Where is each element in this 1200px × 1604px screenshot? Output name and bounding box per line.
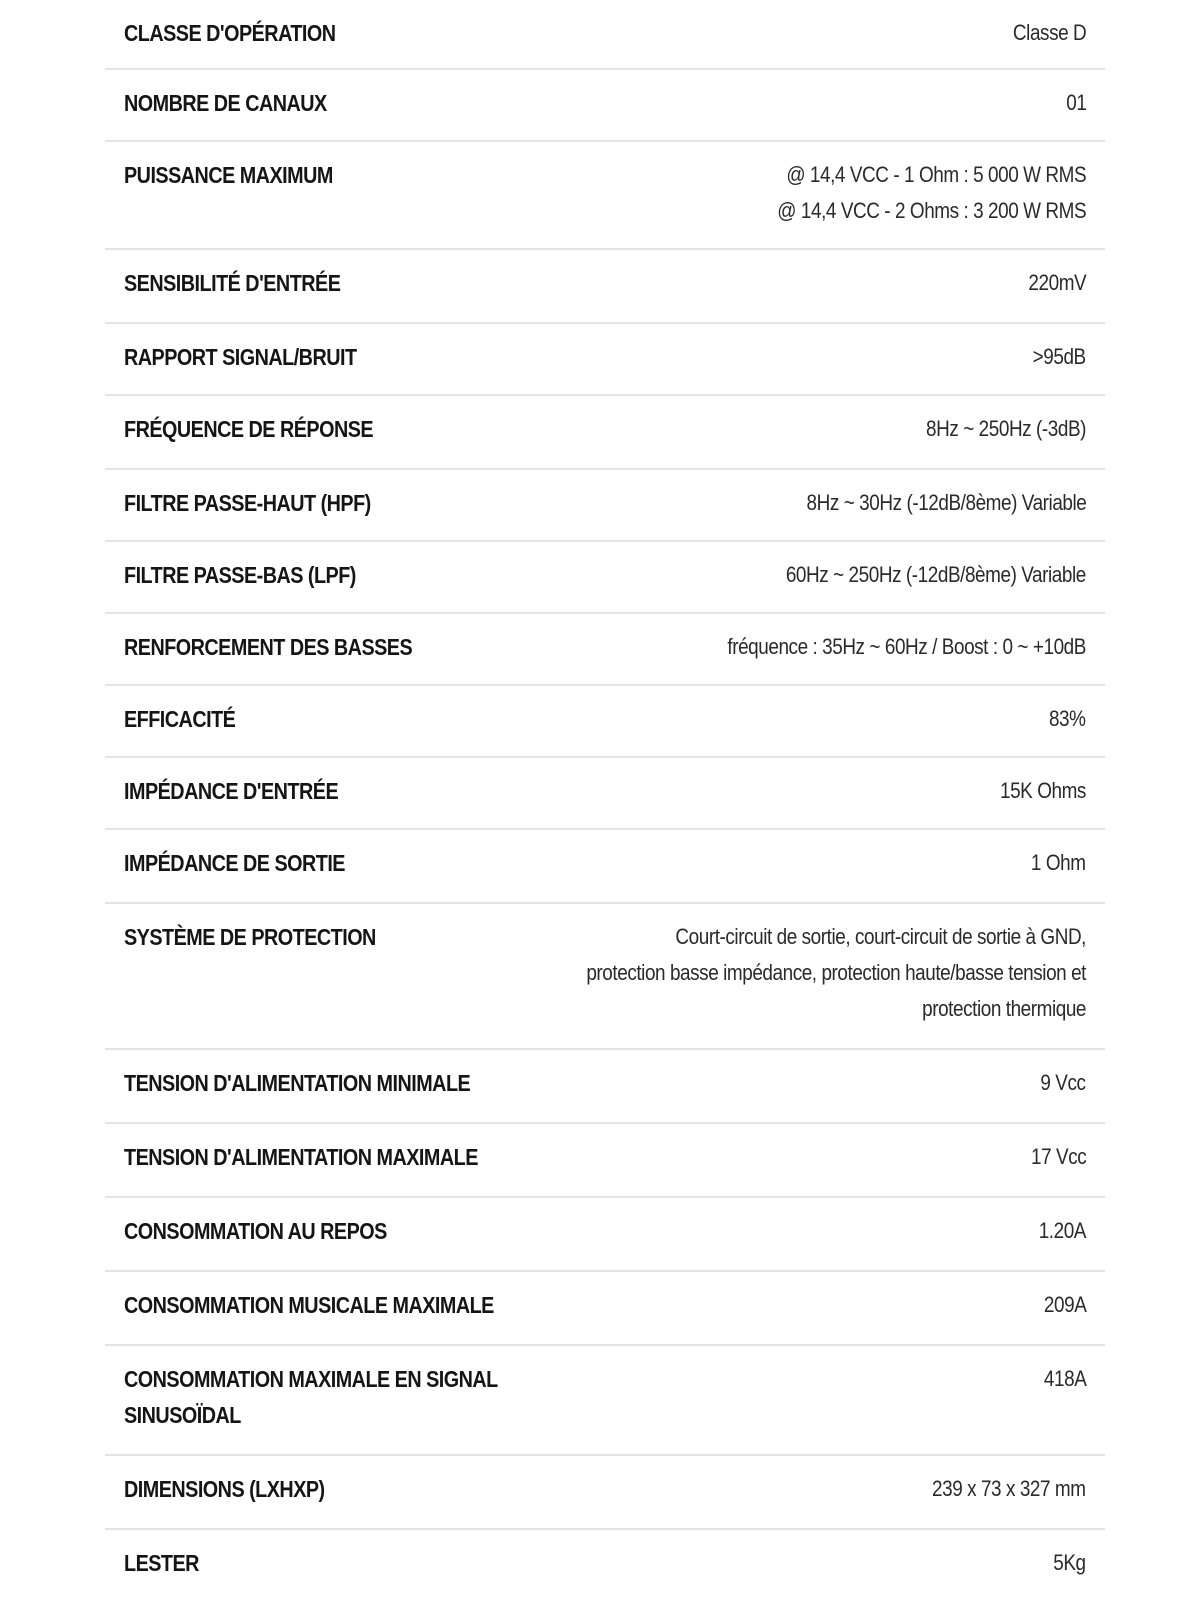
- spec-row-tension-max: [105, 1124, 1105, 1198]
- spec-label: TENSION D'ALIMENTATION MAXIMALE: [124, 1144, 478, 1170]
- spec-label: NOMBRE DE CANAUX: [124, 90, 327, 116]
- spec-row-impedance-sortie: [105, 830, 1105, 904]
- spec-row-impedance-entree: [105, 758, 1105, 830]
- spec-label: RAPPORT SIGNAL/BRUIT: [124, 344, 357, 370]
- spec-value: 01: [1065, 90, 1086, 115]
- spec-value-line: protection basse impédance, protection haute/basse tension et: [586, 960, 1086, 985]
- spec-value: 15K Ohms: [1000, 778, 1086, 803]
- spec-value: 209A: [1043, 1292, 1086, 1317]
- spec-label: DIMENSIONS (LXHXP): [124, 1476, 325, 1502]
- spec-label: PUISSANCE MAXIMUM: [124, 162, 333, 188]
- spec-value: 1 Ohm: [1031, 850, 1086, 875]
- spec-value: 5Kg: [1053, 1550, 1086, 1575]
- spec-label-line: SINUSOÏDAL: [124, 1402, 241, 1428]
- spec-row-lpf: [105, 542, 1105, 614]
- spec-value: 1.20A: [1038, 1218, 1086, 1243]
- spec-value: 239 x 73 x 327 mm: [932, 1476, 1086, 1501]
- spec-value: 8Hz ~ 250Hz (-3dB): [926, 416, 1086, 441]
- spec-label: EFFICACITÉ: [124, 706, 236, 732]
- spec-label: TENSION D'ALIMENTATION MINIMALE: [124, 1070, 471, 1096]
- spec-row-signal-bruit: [105, 324, 1105, 396]
- spec-row-puissance: [105, 142, 1105, 250]
- spec-value: 9 Vcc: [1040, 1070, 1086, 1095]
- spec-value: 60Hz ~ 250Hz (-12dB/8ème) Variable: [785, 562, 1086, 587]
- spec-value: Classe D: [1012, 20, 1086, 45]
- spec-value: [777, 157, 1086, 229]
- spec-row-consommation-musicale: [105, 1272, 1105, 1346]
- spec-value: 220mV: [1028, 270, 1086, 295]
- spec-row-dimensions: [105, 1456, 1105, 1530]
- spec-row-canaux: [105, 70, 1105, 142]
- spec-label: IMPÉDANCE D'ENTRÉE: [124, 778, 339, 804]
- spec-label: FILTRE PASSE-BAS (LPF): [124, 562, 356, 588]
- spec-label: [124, 1361, 498, 1433]
- spec-label: CLASSE D'OPÉRATION: [124, 20, 336, 46]
- spec-row-frequence: [105, 396, 1105, 470]
- spec-label: SENSIBILITÉ D'ENTRÉE: [124, 270, 341, 296]
- spec-label: CONSOMMATION MUSICALE MAXIMALE: [124, 1292, 494, 1318]
- spec-row-protection: [105, 904, 1105, 1050]
- spec-row-hpf: [105, 470, 1105, 542]
- spec-label: RENFORCEMENT DES BASSES: [124, 634, 413, 660]
- spec-value: 8Hz ~ 30Hz (-12dB/8ème) Variable: [806, 490, 1086, 515]
- spec-row-consommation-repos: [105, 1198, 1105, 1272]
- spec-label: LESTER: [124, 1550, 199, 1576]
- spec-row-basses: [105, 614, 1105, 686]
- spec-value: [586, 919, 1086, 1027]
- spec-table: [105, 0, 1105, 1604]
- spec-row-sensibilite: [105, 250, 1105, 324]
- spec-label: CONSOMMATION AU REPOS: [124, 1218, 387, 1244]
- spec-label: FILTRE PASSE-HAUT (HPF): [124, 490, 371, 516]
- spec-value: 17 Vcc: [1030, 1144, 1086, 1169]
- spec-row-consommation-sinus: [105, 1346, 1105, 1456]
- spec-label: FRÉQUENCE DE RÉPONSE: [124, 416, 374, 442]
- spec-value-line: @ 14,4 VCC - 1 Ohm : 5 000 W RMS: [786, 162, 1086, 187]
- spec-row-efficacite: [105, 686, 1105, 758]
- spec-row-lester: [105, 1530, 1105, 1604]
- spec-label: IMPÉDANCE DE SORTIE: [124, 850, 345, 876]
- spec-value: >95dB: [1032, 344, 1086, 369]
- spec-row-classe: [105, 0, 1105, 70]
- spec-value: fréquence : 35Hz ~ 60Hz / Boost : 0 ~ +10dB: [727, 634, 1086, 659]
- spec-label-line: CONSOMMATION MAXIMALE EN SIGNAL: [124, 1366, 498, 1392]
- spec-value-line: protection thermique: [922, 996, 1086, 1021]
- spec-value: 418A: [1043, 1366, 1086, 1391]
- spec-label: SYSTÈME DE PROTECTION: [124, 924, 376, 950]
- spec-value: 83%: [1049, 706, 1086, 731]
- spec-value-line: Court-circuit de sortie, court-circuit de sortie à GND,: [675, 924, 1086, 949]
- spec-row-tension-min: [105, 1050, 1105, 1124]
- spec-value-line: @ 14,4 VCC - 2 Ohms : 3 200 W RMS: [777, 198, 1086, 223]
